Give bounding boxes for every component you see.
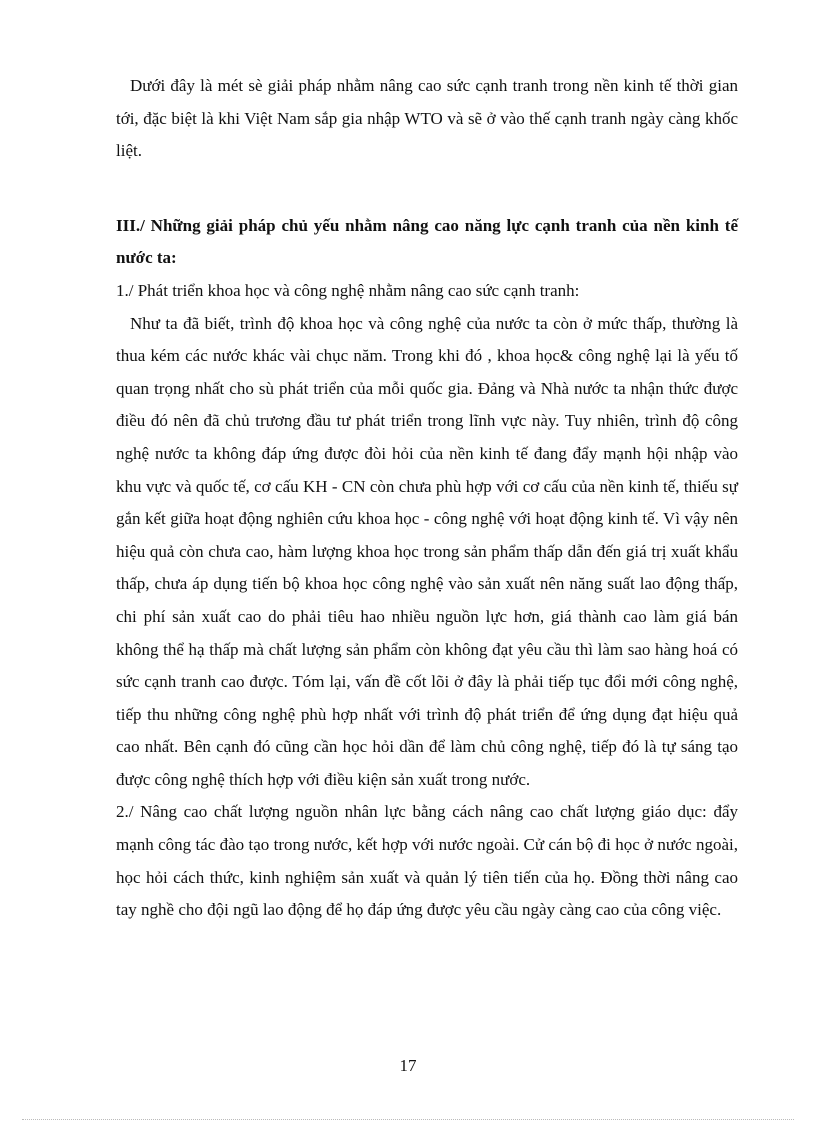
- section-gap: [116, 168, 738, 210]
- page-number: 17: [399, 1056, 417, 1075]
- section-heading: III./ Những giải pháp chủ yếu nhằm nâng cao năng lực cạnh tranh của nền kinh tế nước ta:: [116, 215, 738, 268]
- intro-paragraph: Dưới đây là mét sè giải pháp nhằm nâng cao sức cạnh tranh trong nền kinh tế thời gian tới, đặc biệt là khi Việt Nam sắp gia nhập WTO và sẽ ở vào thế cạnh tranh ngày càng khốc liệt.: [116, 76, 738, 161]
- page-bottom-divider: [22, 1119, 794, 1120]
- item1-title: 1./ Phát triển khoa học và công nghệ nhằm nâng cao sức cạnh tranh:: [116, 280, 580, 300]
- item2-paragraph: 2./ Nâng cao chất lượng nguồn nhân lực bằng cách nâng cao chất lượng giáo dục: đẩy mạnh công tác đào tạo trong nước, kết hợp với nước ngoài. Cử cán bộ đi học ở nước ngoài, học hỏi cách thức, kinh nghiệm sản xuất và quản lý tiên tiến của họ. Đồng thời nâng cao tay nghề cho đội ngũ lao động để họ đáp ứng được yêu cầu ngày càng cao của công việc.: [116, 802, 738, 920]
- page-content: [116, 70, 738, 927]
- item1-body: Như ta đã biết, trình độ khoa học và công nghệ của nước ta còn ở mức thấp, thường là thua kém các nước khác vài chục năm. Trong khi đó , khoa học& công nghệ lại là yếu tố quan trọng nhất cho sù phát triển của mỗi quốc gia. Đảng và Nhà nước ta nhận thức được điều đó nên đã chủ trương đầu tư phát triển trong lĩnh vực này. Tuy nhiên, trình độ công nghệ nước ta không đáp ứng được đòi hỏi của nền kinh tế đang đẩy mạnh hội nhập vào khu vực và quốc tế, cơ cấu KH - CN còn chưa phù hợp với cơ cấu của nền kinh tế, thiếu sự gắn kết giữa hoạt động nghiên cứu khoa học - công nghệ với hoạt động kinh tế. Vì vậy nên hiệu quả còn chưa cao, hàm lượng khoa học trong sản phẩm thấp dẫn đến giá trị xuất khẩu thấp, chưa áp dụng tiến bộ khoa học công nghệ vào sản xuất nên năng suất lao động thấp, chi phí sản xuất cao do phải tiêu hao nhiều nguồn lực hơn, giá thành cao làm giá bán không thể hạ thấp mà chất lượng sản phẩm còn không đạt yêu cầu thì làm sao hàng hoá có sức cạnh tranh cao được. Tóm lại, vấn đề cốt lõi ở đây là phải tiếp tục đổi mới công nghệ, tiếp thu những công nghệ phù hợp nhất với trình độ phát triển để ứng dụng đạt hiệu quả cao nhất. Bên cạnh đó cũng cần học hỏi dần để làm chủ công nghệ, tiếp đó là tự sáng tạo được công nghệ thích hợp với điều kiện sản xuất trong nước.: [116, 313, 738, 789]
